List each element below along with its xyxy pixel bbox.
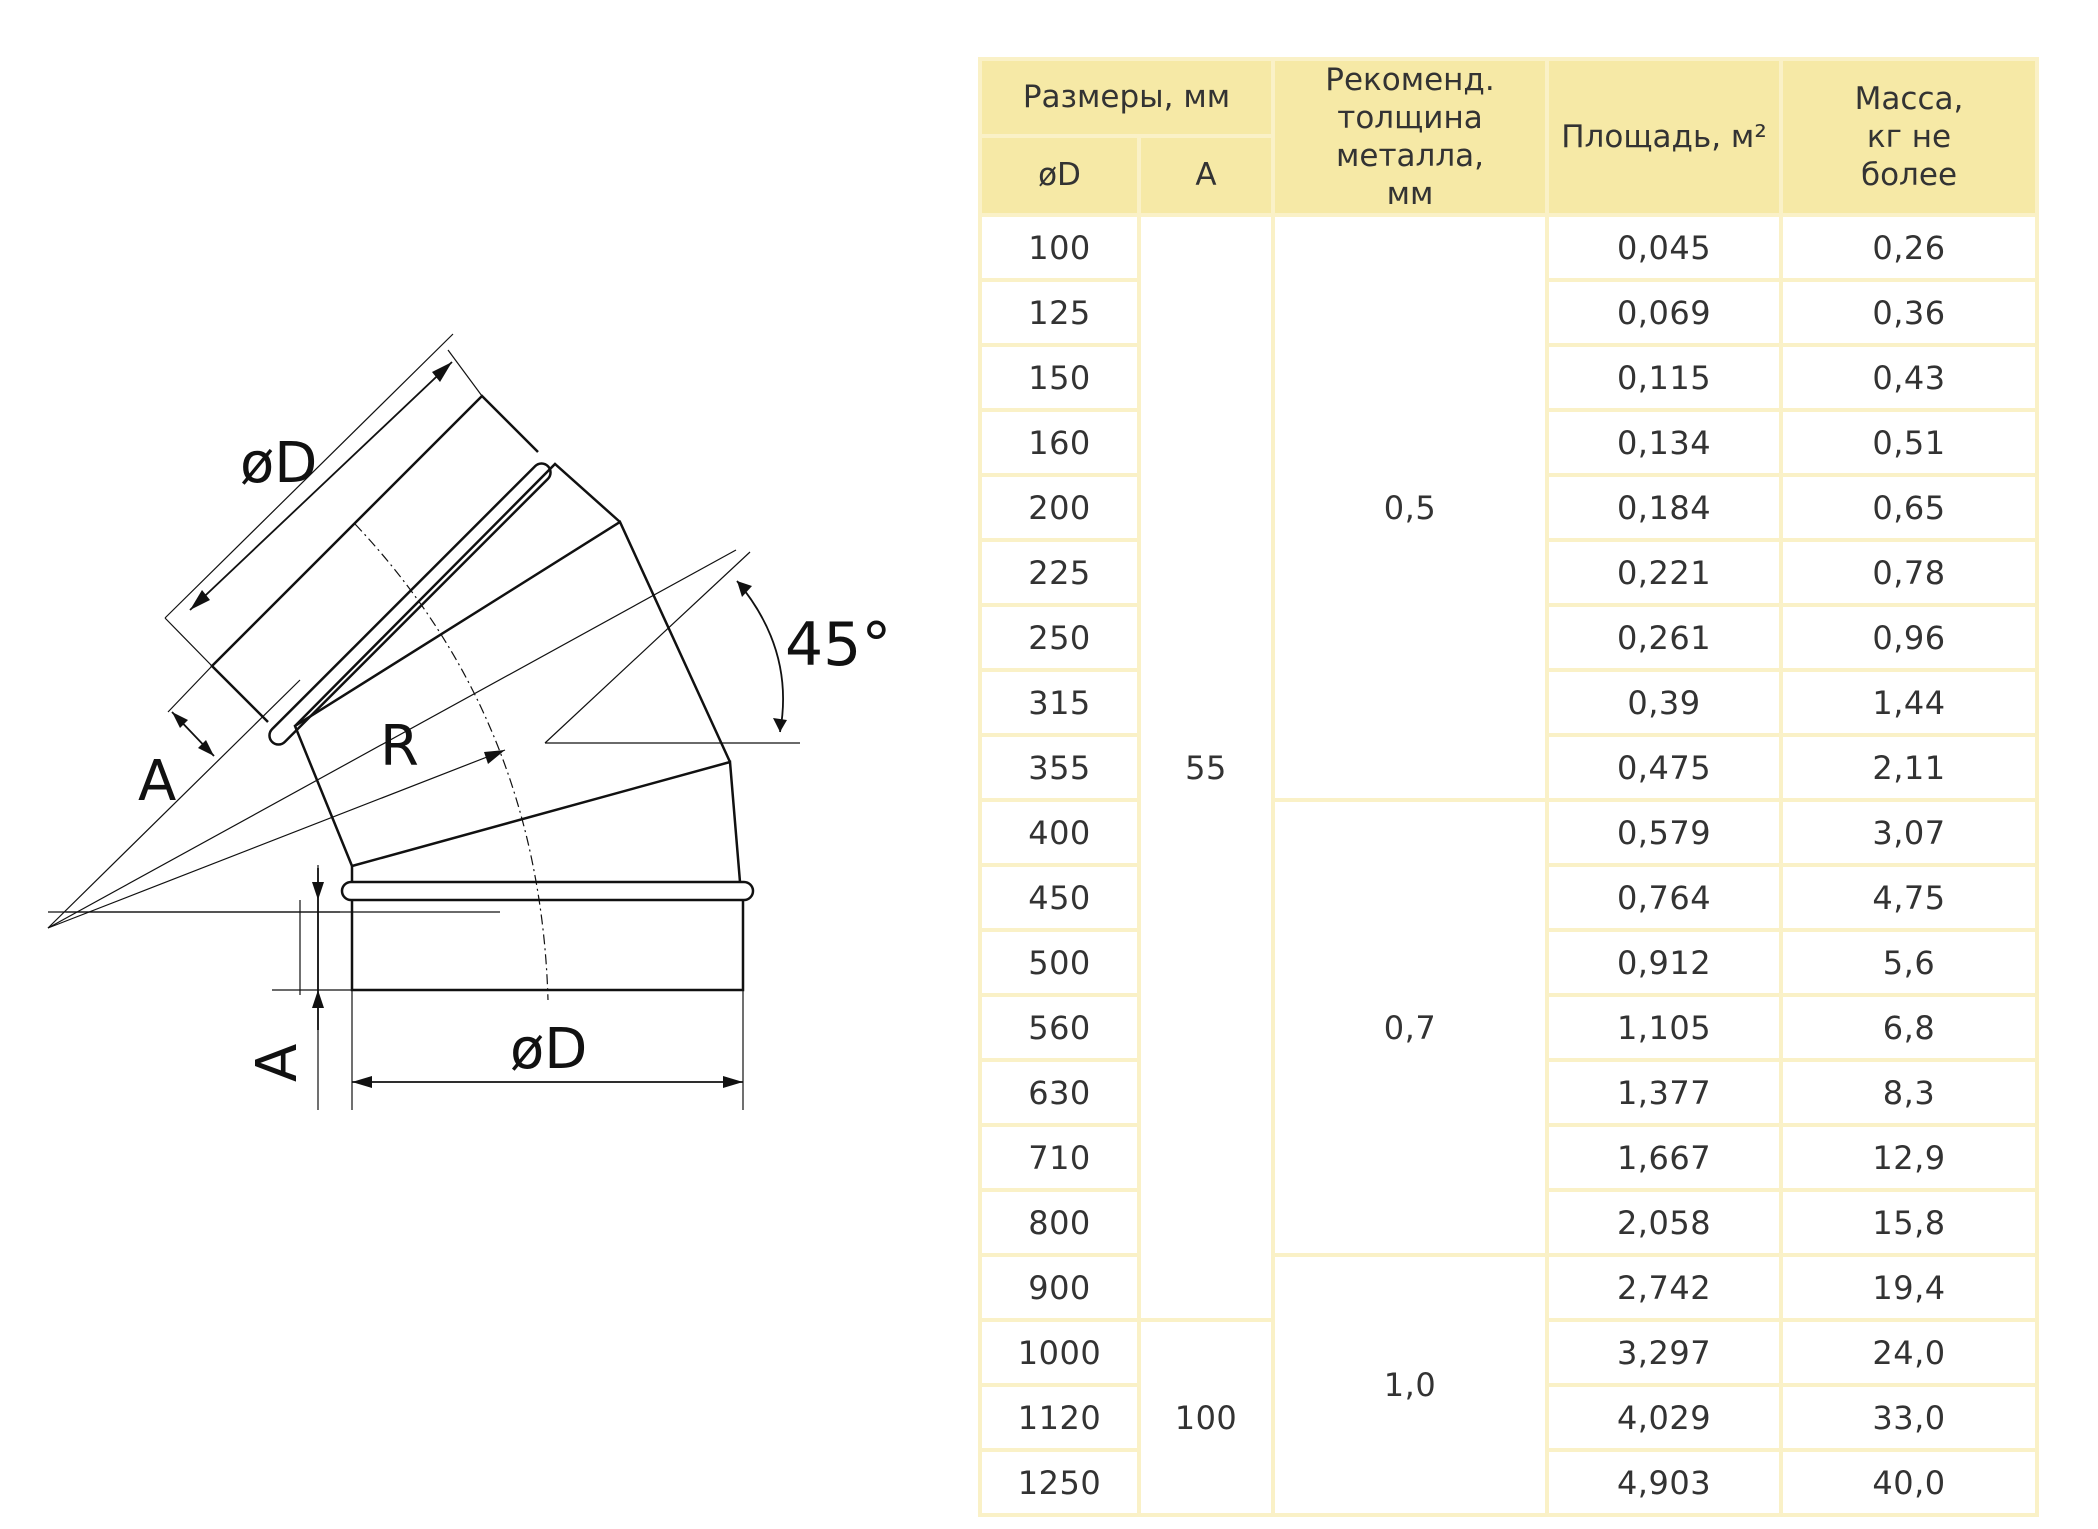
- cell-mass: 0,78: [1783, 542, 2035, 603]
- elbow-45-diagram: [0, 0, 960, 1529]
- cell-diameter: 900: [982, 1257, 1137, 1318]
- cell-mass: 40,0: [1783, 1452, 2035, 1513]
- cell-area: 0,184: [1549, 477, 1779, 538]
- label-angle: 45°: [785, 610, 892, 680]
- cell-diameter: 710: [982, 1127, 1137, 1188]
- cell-diameter: 200: [982, 477, 1137, 538]
- label-radius: R: [380, 714, 419, 779]
- cell-diameter: 560: [982, 997, 1137, 1058]
- elbow-segment-2: [295, 522, 730, 866]
- cell-area: 1,377: [1549, 1062, 1779, 1123]
- table-row: [982, 217, 2035, 278]
- elbow-segment-1: [352, 762, 740, 882]
- cell-area: 4,903: [1549, 1452, 1779, 1513]
- cell-mass: 0,26: [1783, 217, 2035, 278]
- cell-diameter: 150: [982, 347, 1137, 408]
- cell-area: 4,029: [1549, 1387, 1779, 1448]
- label-diameter-bottom: øD: [510, 1017, 588, 1082]
- cell-mass: 0,36: [1783, 282, 2035, 343]
- cell-mass: 5,6: [1783, 932, 2035, 993]
- cell-diameter: 450: [982, 867, 1137, 928]
- top-diameter-dimension: [190, 362, 452, 610]
- cell-mass: 33,0: [1783, 1387, 2035, 1448]
- spec-table: [978, 57, 2039, 1517]
- spec-table-body: [982, 217, 2035, 1513]
- cell-mass: 4,75: [1783, 867, 2035, 928]
- cell-area: 0,912: [1549, 932, 1779, 993]
- cell-mass: 0,51: [1783, 412, 2035, 473]
- cell-area: 2,742: [1549, 1257, 1779, 1318]
- label-a-bottom: A: [245, 1043, 310, 1082]
- cell-mass: 0,43: [1783, 347, 2035, 408]
- cell-area: 3,297: [1549, 1322, 1779, 1383]
- cell-diameter: 500: [982, 932, 1137, 993]
- cell-area: 0,069: [1549, 282, 1779, 343]
- cell-diameter: 400: [982, 802, 1137, 863]
- header-mass: Масса, кг не более: [1783, 61, 2035, 213]
- cell-diameter: 1120: [982, 1387, 1137, 1448]
- cell-mass: 0,96: [1783, 607, 2035, 668]
- cell-area: 0,39: [1549, 672, 1779, 733]
- cell-thickness: 0,5: [1275, 217, 1545, 798]
- cell-mass: 6,8: [1783, 997, 2035, 1058]
- angle-arc: [737, 581, 783, 732]
- cell-mass: 2,11: [1783, 737, 2035, 798]
- cell-a: 55: [1141, 217, 1271, 1318]
- cell-mass: 19,4: [1783, 1257, 2035, 1318]
- header-area: Площадь, м²: [1549, 61, 1779, 213]
- cell-area: 1,667: [1549, 1127, 1779, 1188]
- table-row: [982, 802, 2035, 863]
- cell-diameter: 1250: [982, 1452, 1137, 1513]
- cell-diameter: 160: [982, 412, 1137, 473]
- cell-diameter: 250: [982, 607, 1137, 668]
- cell-diameter: 315: [982, 672, 1137, 733]
- cell-area: 0,579: [1549, 802, 1779, 863]
- label-diameter-top: øD: [240, 431, 318, 496]
- cell-mass: 15,8: [1783, 1192, 2035, 1253]
- cell-diameter: 125: [982, 282, 1137, 343]
- elbow-segment-3: [295, 464, 620, 726]
- top-bead: [266, 460, 554, 748]
- cell-diameter: 225: [982, 542, 1137, 603]
- cell-diameter: 630: [982, 1062, 1137, 1123]
- cell-area: 0,261: [1549, 607, 1779, 668]
- header-thickness: Рекоменд. толщина металла, мм: [1275, 61, 1545, 213]
- cell-area: 0,221: [1549, 542, 1779, 603]
- cell-thickness: 0,7: [1275, 802, 1545, 1253]
- cell-area: 0,134: [1549, 412, 1779, 473]
- cell-mass: 8,3: [1783, 1062, 2035, 1123]
- radius-arrow: [48, 750, 505, 928]
- header-a: A: [1141, 138, 1271, 213]
- cell-area: 0,475: [1549, 737, 1779, 798]
- header-diameter: øD: [982, 138, 1137, 213]
- cell-diameter: 800: [982, 1192, 1137, 1253]
- cell-thickness: 1,0: [1275, 1257, 1545, 1513]
- cell-mass: 24,0: [1783, 1322, 2035, 1383]
- cell-diameter: 100: [982, 217, 1137, 278]
- bottom-bead: [342, 882, 753, 900]
- cell-area: 1,105: [1549, 997, 1779, 1058]
- cell-mass: 3,07: [1783, 802, 2035, 863]
- cell-mass: 12,9: [1783, 1127, 2035, 1188]
- cell-mass: 0,65: [1783, 477, 2035, 538]
- cell-diameter: 355: [982, 737, 1137, 798]
- table-row: [982, 1257, 2035, 1318]
- cell-a: 100: [1141, 1322, 1271, 1513]
- cell-area: 0,764: [1549, 867, 1779, 928]
- cell-area: 2,058: [1549, 1192, 1779, 1253]
- cell-area: 0,045: [1549, 217, 1779, 278]
- cell-diameter: 1000: [982, 1322, 1137, 1383]
- label-a-top: A: [138, 749, 177, 814]
- cell-mass: 1,44: [1783, 672, 2035, 733]
- cell-area: 0,115: [1549, 347, 1779, 408]
- header-sizes: Размеры, мм: [982, 61, 1271, 134]
